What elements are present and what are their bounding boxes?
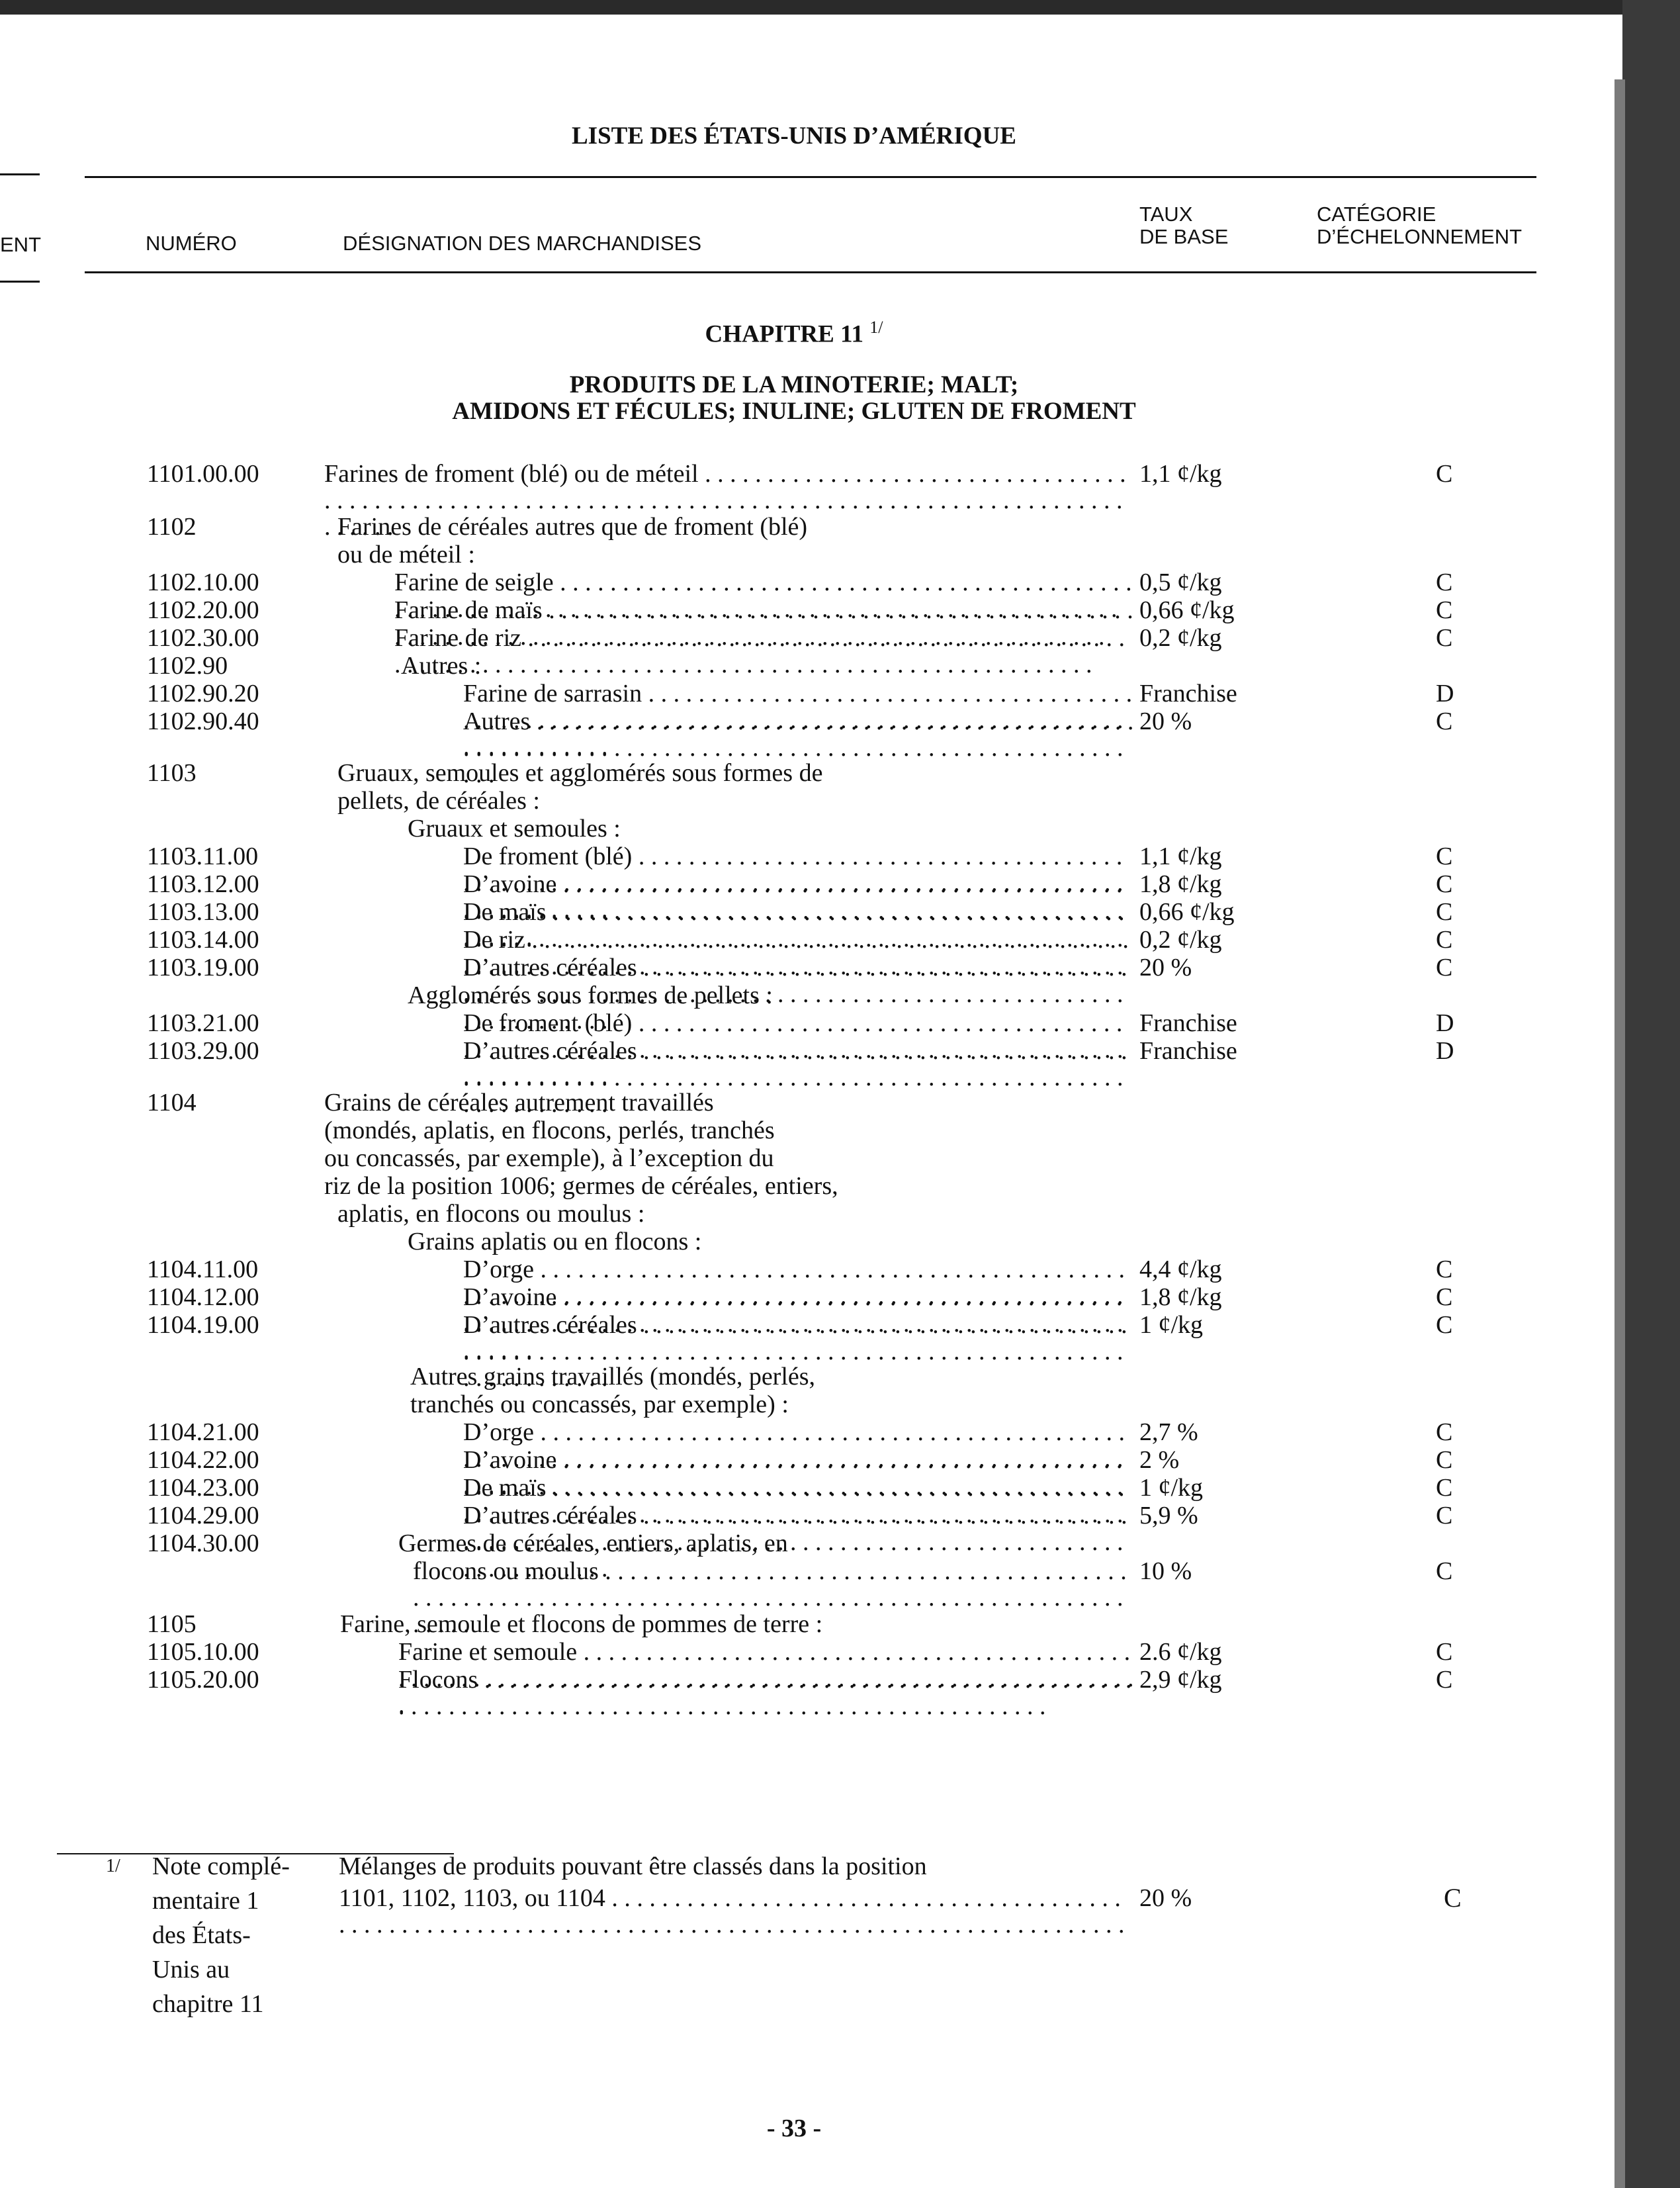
tariff-base-rate: 0,2 ¢/kg [1137,625,1222,651]
tariff-staging-category: C [1436,1255,1453,1283]
tariff-code: 1103.12.00 [147,870,259,898]
tariff-row [0,788,1588,814]
tariff-staging-category: C [1436,954,1453,981]
tariff-code: 1103 [147,759,197,787]
tariff-code: 1103.29.00 [147,1037,259,1065]
tariff-row [0,1611,1588,1637]
tariff-staging-category: C [1436,1283,1453,1311]
footnote-text-1: Mélanges de produits pouvant être classés dans la position [339,1852,927,1880]
tariff-description: D’autres céréales . . . [463,1312,1134,1391]
header-rule-bottom [85,271,1536,273]
chapter-subtitle-2: AMIDONS ET FÉCULES; INULINE; GLUTEN DE FROMENT [452,398,1136,425]
tariff-staging-category: C [1436,460,1453,488]
tariff-row [0,1173,1588,1199]
tariff-description: Farine, semoule et flocons de pommes de terre : [340,1610,823,1638]
tariff-row [0,1391,1588,1418]
tariff-staging-category: D [1436,680,1454,707]
tariff-staging-category: C [1436,1446,1453,1474]
tariff-code: 1102 [147,513,197,541]
tariff-row [0,927,1588,953]
tariff-description: Agglomérés sous formes de pellets : [408,981,773,1009]
tariff-row [0,760,1588,786]
tariff-staging-category: C [1436,926,1453,954]
tariff-code: 1104.22.00 [147,1446,259,1474]
tariff-staging-category: C [1436,870,1453,898]
tariff-description: Farine et semoule . . . [398,1639,1134,1718]
tariff-code: 1104.11.00 [147,1255,259,1283]
tariff-base-rate: 2,9 ¢/kg [1137,1666,1222,1693]
chapter-note-ref: 1/ [869,318,883,337]
tariff-base-rate: 1,1 ¢/kg [1137,843,1222,870]
tariff-description: De froment (blé) . . . [463,1010,1134,1089]
tariff-row [0,1419,1588,1445]
tariff-base-rate: 20 % [1137,708,1192,735]
tariff-staging-category: C [1436,1418,1453,1446]
tariff-row [0,1256,1588,1283]
tariff-description: Farine de seigle . . . [394,569,1134,622]
tariff-row [0,1201,1588,1227]
tariff-code: 1102.10.00 [147,569,259,596]
tariff-staging-category: C [1436,1311,1453,1339]
tariff-code: 1105.10.00 [147,1638,259,1666]
tariff-staging-category: C [1436,1638,1453,1666]
tariff-description: Autres : [401,652,482,680]
tariff-row [0,899,1588,925]
column-header-categorie-2: D’ÉCHELONNEMENT [1317,225,1523,248]
tariff-code: 1102.90.20 [147,680,259,707]
tariff-row [0,1117,1588,1144]
tariff-row [0,1089,1588,1116]
tariff-description: De maïs . . . [463,1475,1134,1554]
tariff-base-rate: 20 % [1137,954,1192,981]
footnote-label [152,1849,290,2021]
tariff-base-rate: 2 % [1137,1447,1179,1473]
tariff-base-rate: 0,66 ¢/kg [1137,899,1235,925]
tariff-base-rate: 2.6 ¢/kg [1137,1639,1222,1665]
tariff-code: 1103.11.00 [147,843,259,870]
footnote-label-line: Note complé- [152,1852,290,1880]
tariff-base-rate: 0,2 ¢/kg [1137,927,1222,953]
tariff-description: D’orge . . . [463,1256,1134,1336]
footnote-label-line: Unis au [152,1956,230,1983]
footnote-marker: 1/ [106,1856,120,1876]
tariff-staging-category: C [1436,707,1453,735]
footnote-row [0,1885,1588,1911]
tariff-base-rate: 0,5 ¢/kg [1137,569,1222,596]
tariff-base-rate: 1 ¢/kg [1137,1475,1203,1501]
footnote-category: C [1444,1883,1462,1913]
chapter-title-text: CHAPITRE 11 [705,320,864,348]
tariff-code: 1105.20.00 [147,1666,259,1694]
tariff-description: riz de la position 1006; germes de céréales, entiers, [324,1172,838,1200]
tariff-description: ou de méteil : [337,541,475,569]
tariff-description: Grains de céréales autrement travaillés [324,1089,714,1117]
tariff-base-rate: 2,7 % [1137,1419,1198,1445]
tariff-row [0,954,1588,981]
tariff-staging-category: C [1436,569,1453,596]
tariff-description: Grains aplatis ou en flocons : [408,1228,702,1255]
tariff-code: 1102.90.40 [147,707,259,735]
tariff-row [0,569,1588,596]
tariff-code: 1102.20.00 [147,596,259,624]
tariff-base-rate: 1,1 ¢/kg [1137,461,1222,487]
tariff-staging-category: D [1436,1037,1454,1065]
tariff-description: Farine de sarrasin . . . [463,680,1134,760]
tariff-row [0,1284,1588,1310]
tariff-code: 1104.30.00 [147,1529,259,1557]
tariff-description: Gruaux, semoules et agglomérés sous formes de [337,759,823,787]
column-header-cut: ENT [0,233,41,256]
tariff-row [0,815,1588,842]
tariff-row [0,514,1588,540]
tariff-row [0,461,1588,487]
tariff-description: ou concassés, par exemple), à l’exception du [324,1144,774,1172]
tariff-code: 1102.30.00 [147,624,259,652]
tariff-code: 1103.13.00 [147,898,259,926]
tariff-description: pellets, de céréales : [337,787,540,815]
tariff-description: Autres grains travaillés (mondés, perlés, [410,1363,816,1390]
tariff-code: 1101.00.00 [147,460,259,488]
column-header-taux-2: DE BASE [1139,225,1229,248]
scan-right-shadow [1614,79,1625,2188]
tariff-description: De maïs . . . [463,899,1134,978]
tariff-row [0,1447,1588,1473]
tariff-code: 1104.12.00 [147,1283,259,1311]
footnote-label-line: mentaire 1 [152,1887,259,1915]
tariff-row [0,1145,1588,1171]
tariff-base-rate: 0,66 ¢/kg [1137,597,1235,623]
tariff-base-rate: 10 % [1137,1558,1192,1584]
tariff-row [0,680,1588,707]
tariff-description: D’avoine . . . [463,1284,1134,1363]
column-header-taux-1: TAUX [1139,203,1193,226]
tariff-description: Farines de céréales autres que de froment (blé) [337,513,808,541]
tariff-row [0,1502,1588,1529]
footnote-text-2: 1101, 1102, 1103, ou 1104 . . . [339,1885,1133,1938]
tariff-staging-category: C [1436,624,1453,652]
tariff-row [0,1666,1588,1693]
tariff-code: 1104.23.00 [147,1474,259,1502]
page-title: LISTE DES ÉTATS-UNIS D’AMÉRIQUE [572,122,1016,150]
tariff-row [0,1038,1588,1064]
tariff-code: 1102.90 [147,652,228,680]
tariff-base-rate: 1,8 ¢/kg [1137,871,1222,897]
tariff-code: 1103.19.00 [147,954,259,981]
tariff-description: Gruaux et semoules : [408,815,621,843]
tariff-row [0,871,1588,897]
tariff-description: D’autres céréales . . . [463,954,1134,1034]
header-rule-stub-bottom [0,281,40,283]
tariff-description: Germes de céréales, entiers, aplatis, en [398,1529,788,1557]
tariff-row [0,653,1588,679]
tariff-description: D’avoine . . . [463,1447,1134,1526]
tariff-code: 1104.29.00 [147,1502,259,1529]
scan-right-border [1622,0,1680,2188]
tariff-row [0,1475,1588,1501]
tariff-staging-category: C [1436,843,1453,870]
page-number: - 33 - [766,2115,822,2142]
tariff-code: 1104.21.00 [147,1418,259,1446]
tariff-description: De froment (blé) . . . [463,843,1134,923]
tariff-base-rate: 5,9 % [1137,1502,1198,1529]
tariff-description: D’avoine . . . [463,871,1134,950]
tariff-staging-category: D [1436,1009,1454,1037]
chapter-title [0,318,1588,348]
column-header-numero: NUMÉRO [146,232,237,255]
tariff-description: Farines de froment (blé) ou de méteil . . . [324,461,1134,540]
scan-top-border [0,0,1680,15]
chapter-subtitle-1: PRODUITS DE LA MINOTERIE; MALT; [569,371,1019,398]
tariff-description: flocons ou moulus . . . [413,1558,1134,1637]
header-rule-stub-top [0,173,40,175]
tariff-row [0,982,1588,1009]
tariff-base-rate: Franchise [1137,680,1237,707]
footnote-label-line: des États- [152,1921,251,1949]
tariff-row [0,1010,1588,1036]
tariff-description: Farine de riz . . . [394,625,1134,678]
tariff-row [0,541,1588,568]
tariff-description: aplatis, en flocons ou moulus : [337,1200,645,1228]
tariff-code: 1104.19.00 [147,1311,259,1339]
tariff-staging-category: C [1436,596,1453,624]
footnote-rate: 20 % [1137,1885,1192,1911]
tariff-description: (mondés, aplatis, en flocons, perlés, tranchés [324,1117,775,1144]
tariff-code: 1104 [147,1089,197,1117]
tariff-base-rate: 1 ¢/kg [1137,1312,1203,1338]
tariff-row [0,1363,1588,1390]
header-rule-top [85,176,1536,178]
tariff-code: 1103.14.00 [147,926,259,954]
tariff-row [0,1639,1588,1665]
tariff-code: 1105 [147,1610,197,1638]
tariff-code: 1103.21.00 [147,1009,259,1037]
tariff-staging-category: C [1436,1666,1453,1694]
tariff-row [0,1312,1588,1338]
tariff-description: tranchés ou concassés, par exemple) : [410,1390,789,1418]
tariff-description: D’orge . . . [463,1419,1134,1498]
tariff-base-rate: 4,4 ¢/kg [1137,1256,1222,1283]
tariff-description: De riz . . . [463,927,1134,1006]
tariff-row [0,625,1588,651]
tariff-staging-category: C [1436,1557,1453,1585]
tariff-description: D’autres céréales . . . [463,1502,1134,1582]
tariff-description: D’autres céréales . . . [463,1038,1134,1117]
tariff-base-rate: Franchise [1137,1010,1237,1036]
tariff-row [0,1530,1588,1557]
tariff-row [0,843,1588,870]
tariff-staging-category: C [1436,1502,1453,1529]
tariff-base-rate: Franchise [1137,1038,1237,1064]
column-header-categorie-1: CATÉGORIE [1317,203,1437,226]
footnote-label-line: chapitre 11 [152,1990,264,2018]
column-header-designation: DÉSIGNATION DES MARCHANDISES [343,232,702,255]
tariff-staging-category: C [1436,1474,1453,1502]
tariff-description: Flocons . . . [398,1666,1134,1719]
tariff-row [0,1558,1588,1584]
tariff-description: Autres . . . [463,708,1134,788]
tariff-description: Farine de maïs . . . [394,597,1134,650]
tariff-row [0,1228,1588,1255]
tariff-base-rate: 1,8 ¢/kg [1137,1284,1222,1310]
tariff-staging-category: C [1436,898,1453,926]
tariff-row [0,708,1588,735]
tariff-row [0,597,1588,623]
